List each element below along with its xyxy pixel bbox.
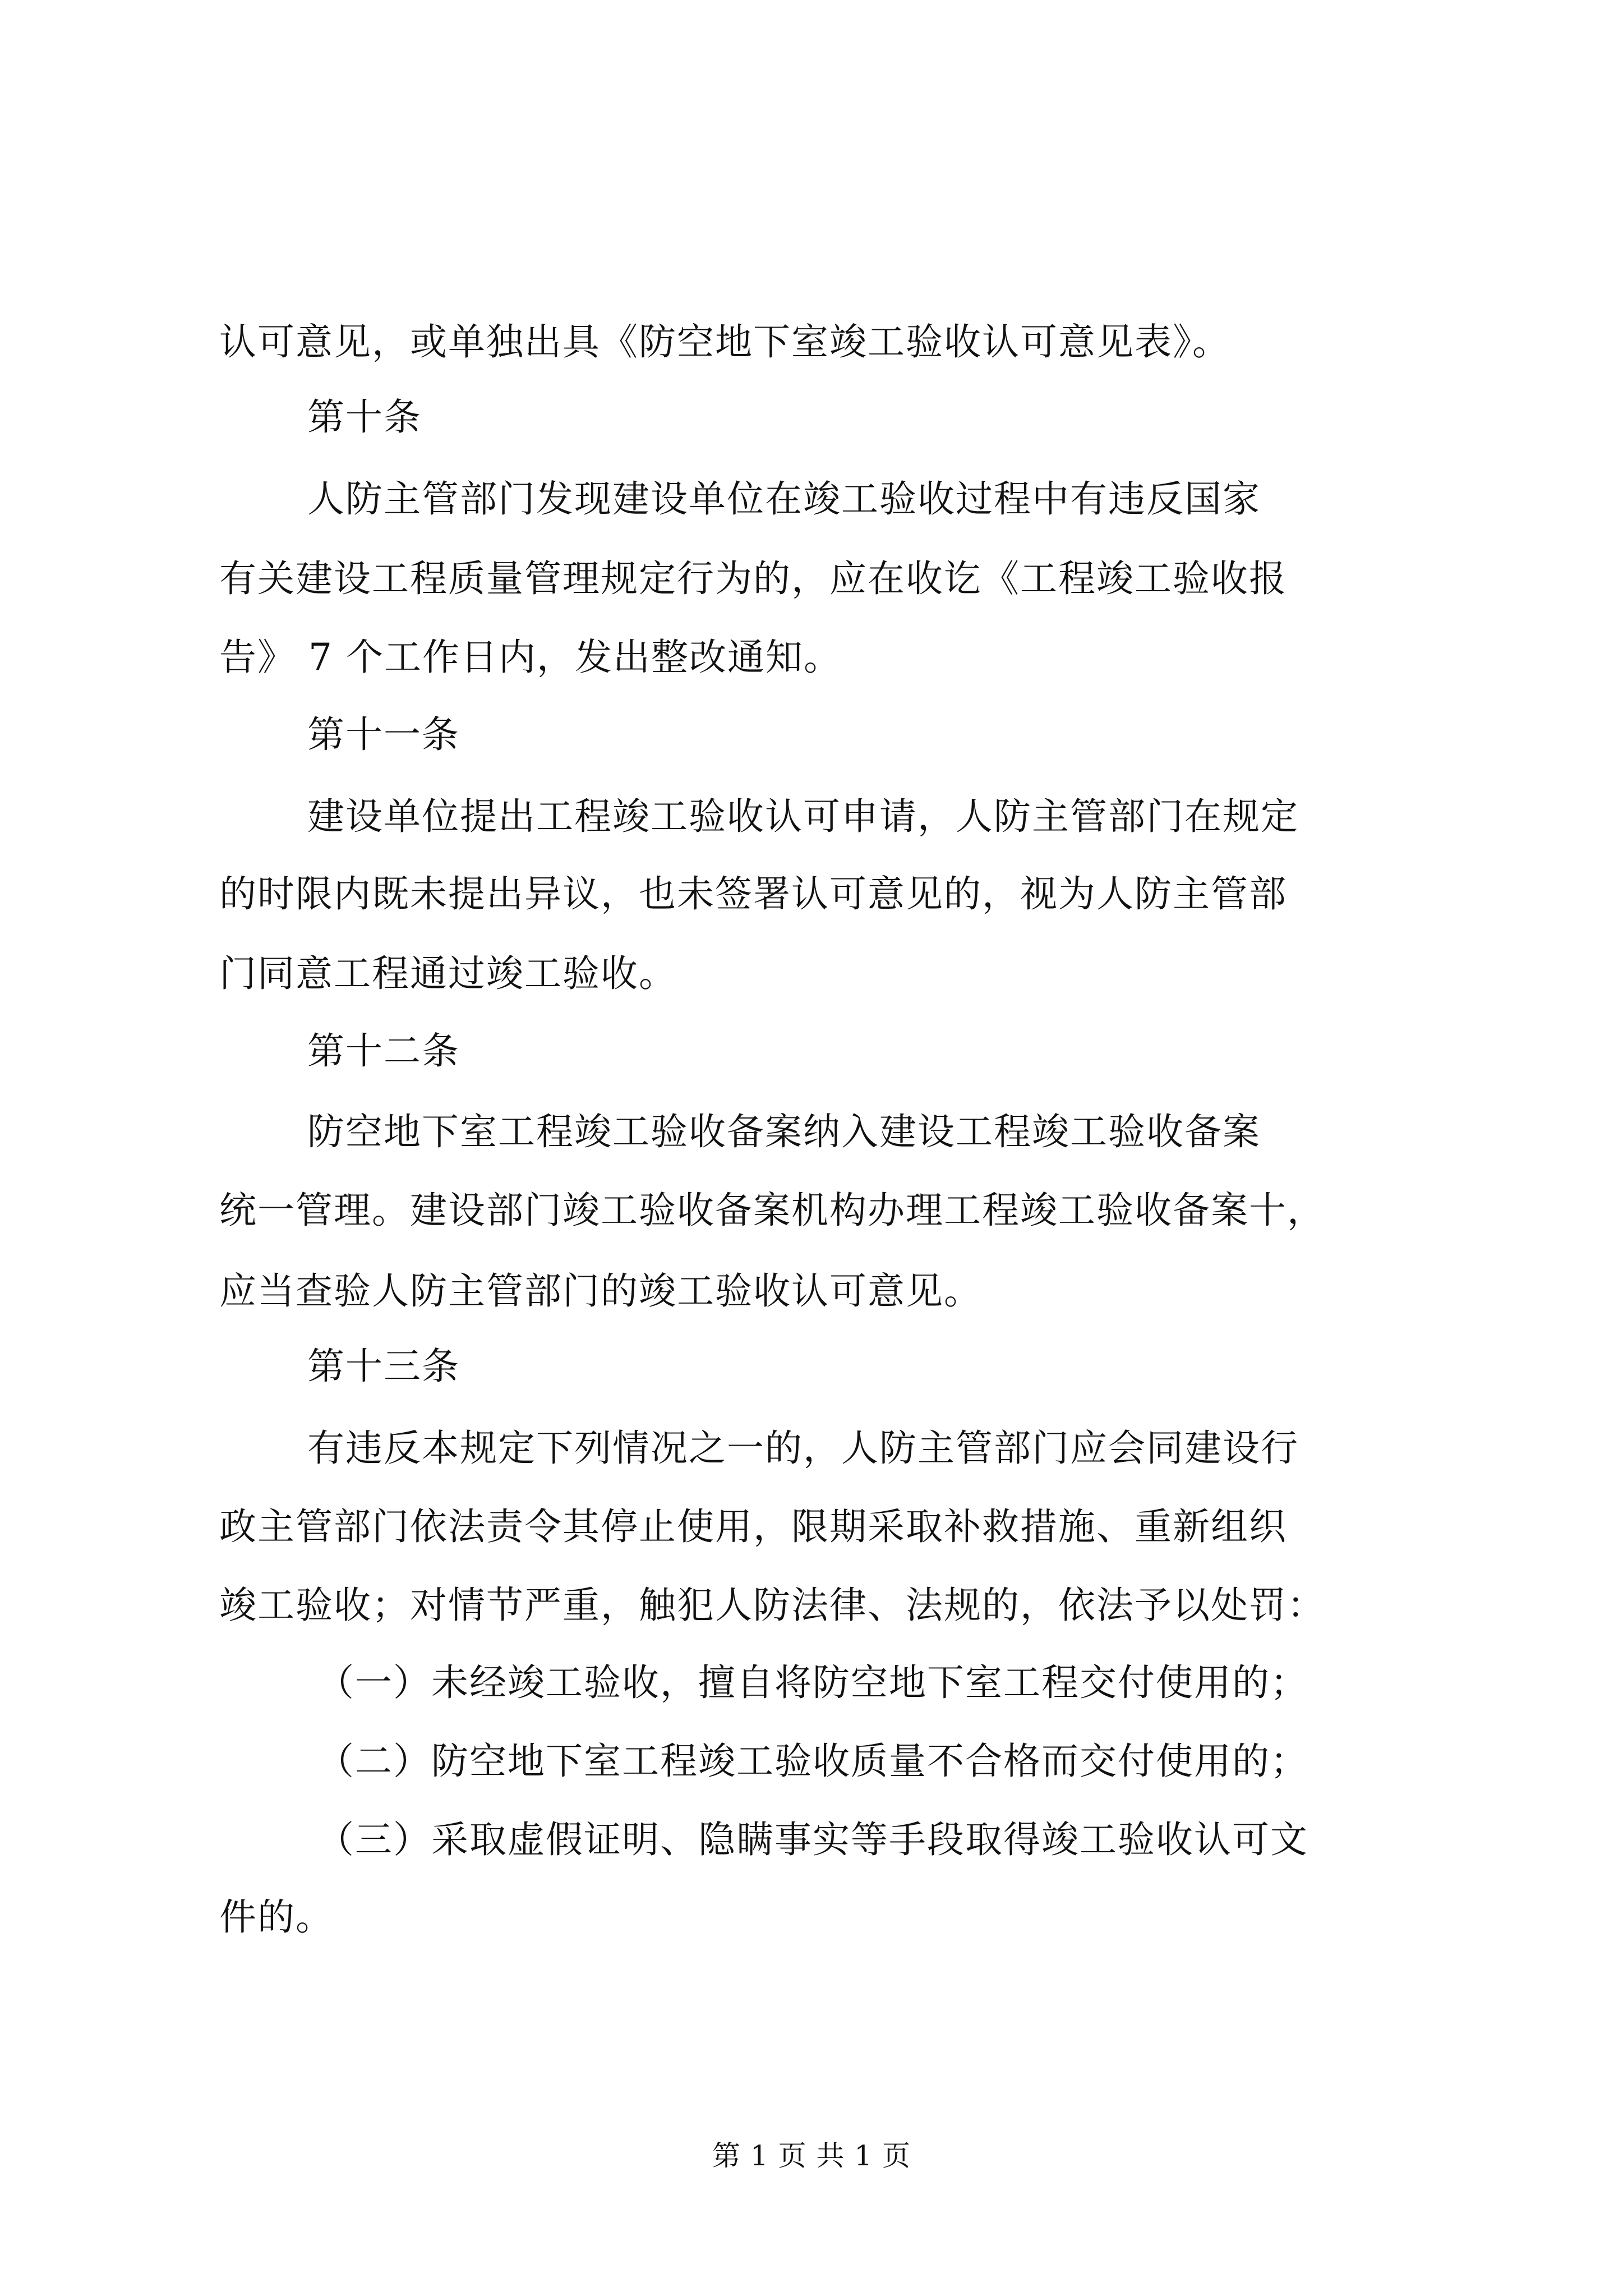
list-item: （三）采取虚假证明、隐瞒事实等手段取得竣工验收认可文 [317,1818,1308,1861]
paragraph-line: 人防主管部门发现建设单位在竣工验收过程中有违反国家 [307,477,1261,521]
article-heading: 第十二条 [307,1029,460,1073]
paragraph-line: 有关建设工程质量管理规定行为的，应在收讫《工程竣工验收报 [219,557,1287,600]
article-heading: 第十三条 [307,1345,460,1388]
paragraph-line: 政主管部门依法责令其停止使用，限期采取补救措施、重新组织 [219,1505,1287,1548]
paragraph-line: 门同意工程通过竣工验收。 [219,952,677,995]
paragraph-line: 建设单位提出工程竣工验收认可申请，人防主管部门在规定 [307,795,1299,838]
paragraph-line: 竣工验收；对情节严重，触犯人防法律、法规的，依法予以处罚： [219,1584,1325,1627]
paragraph-line: 有违反本规定下列情况之一的，人防主管部门应会同建设行 [307,1427,1299,1470]
list-item: （一）未经竣工验收，擅自将防空地下室工程交付使用的； [317,1661,1308,1704]
paragraph-line: 告》 7 个工作日内，发出整改通知。 [219,636,842,679]
paragraph-line: 统一管理。建设部门竣工验收备案机构办理工程竣工验收备案十， [219,1189,1325,1232]
article-heading: 第十条 [307,395,422,439]
article-heading: 第十一条 [307,713,460,756]
list-item: （二）防空地下室工程竣工验收质量不合格而交付使用的； [317,1740,1308,1783]
page-number-footer: 第 1 页 共 1 页 [712,2139,911,2172]
paragraph-line: 件的。 [219,1895,334,1939]
paragraph-line: 认可意见，或单独出具《防空地下室竣工验收认可意见表》。 [219,320,1230,364]
paragraph-line: 的时限内既未提出异议，也未签署认可意见的，视为人防主管部 [219,872,1287,915]
paragraph-line: 防空地下室工程竣工验收备案纳入建设工程竣工验收备案 [307,1110,1261,1153]
paragraph-line: 应当查验人防主管部门的竣工验收认可意见。 [219,1269,982,1313]
